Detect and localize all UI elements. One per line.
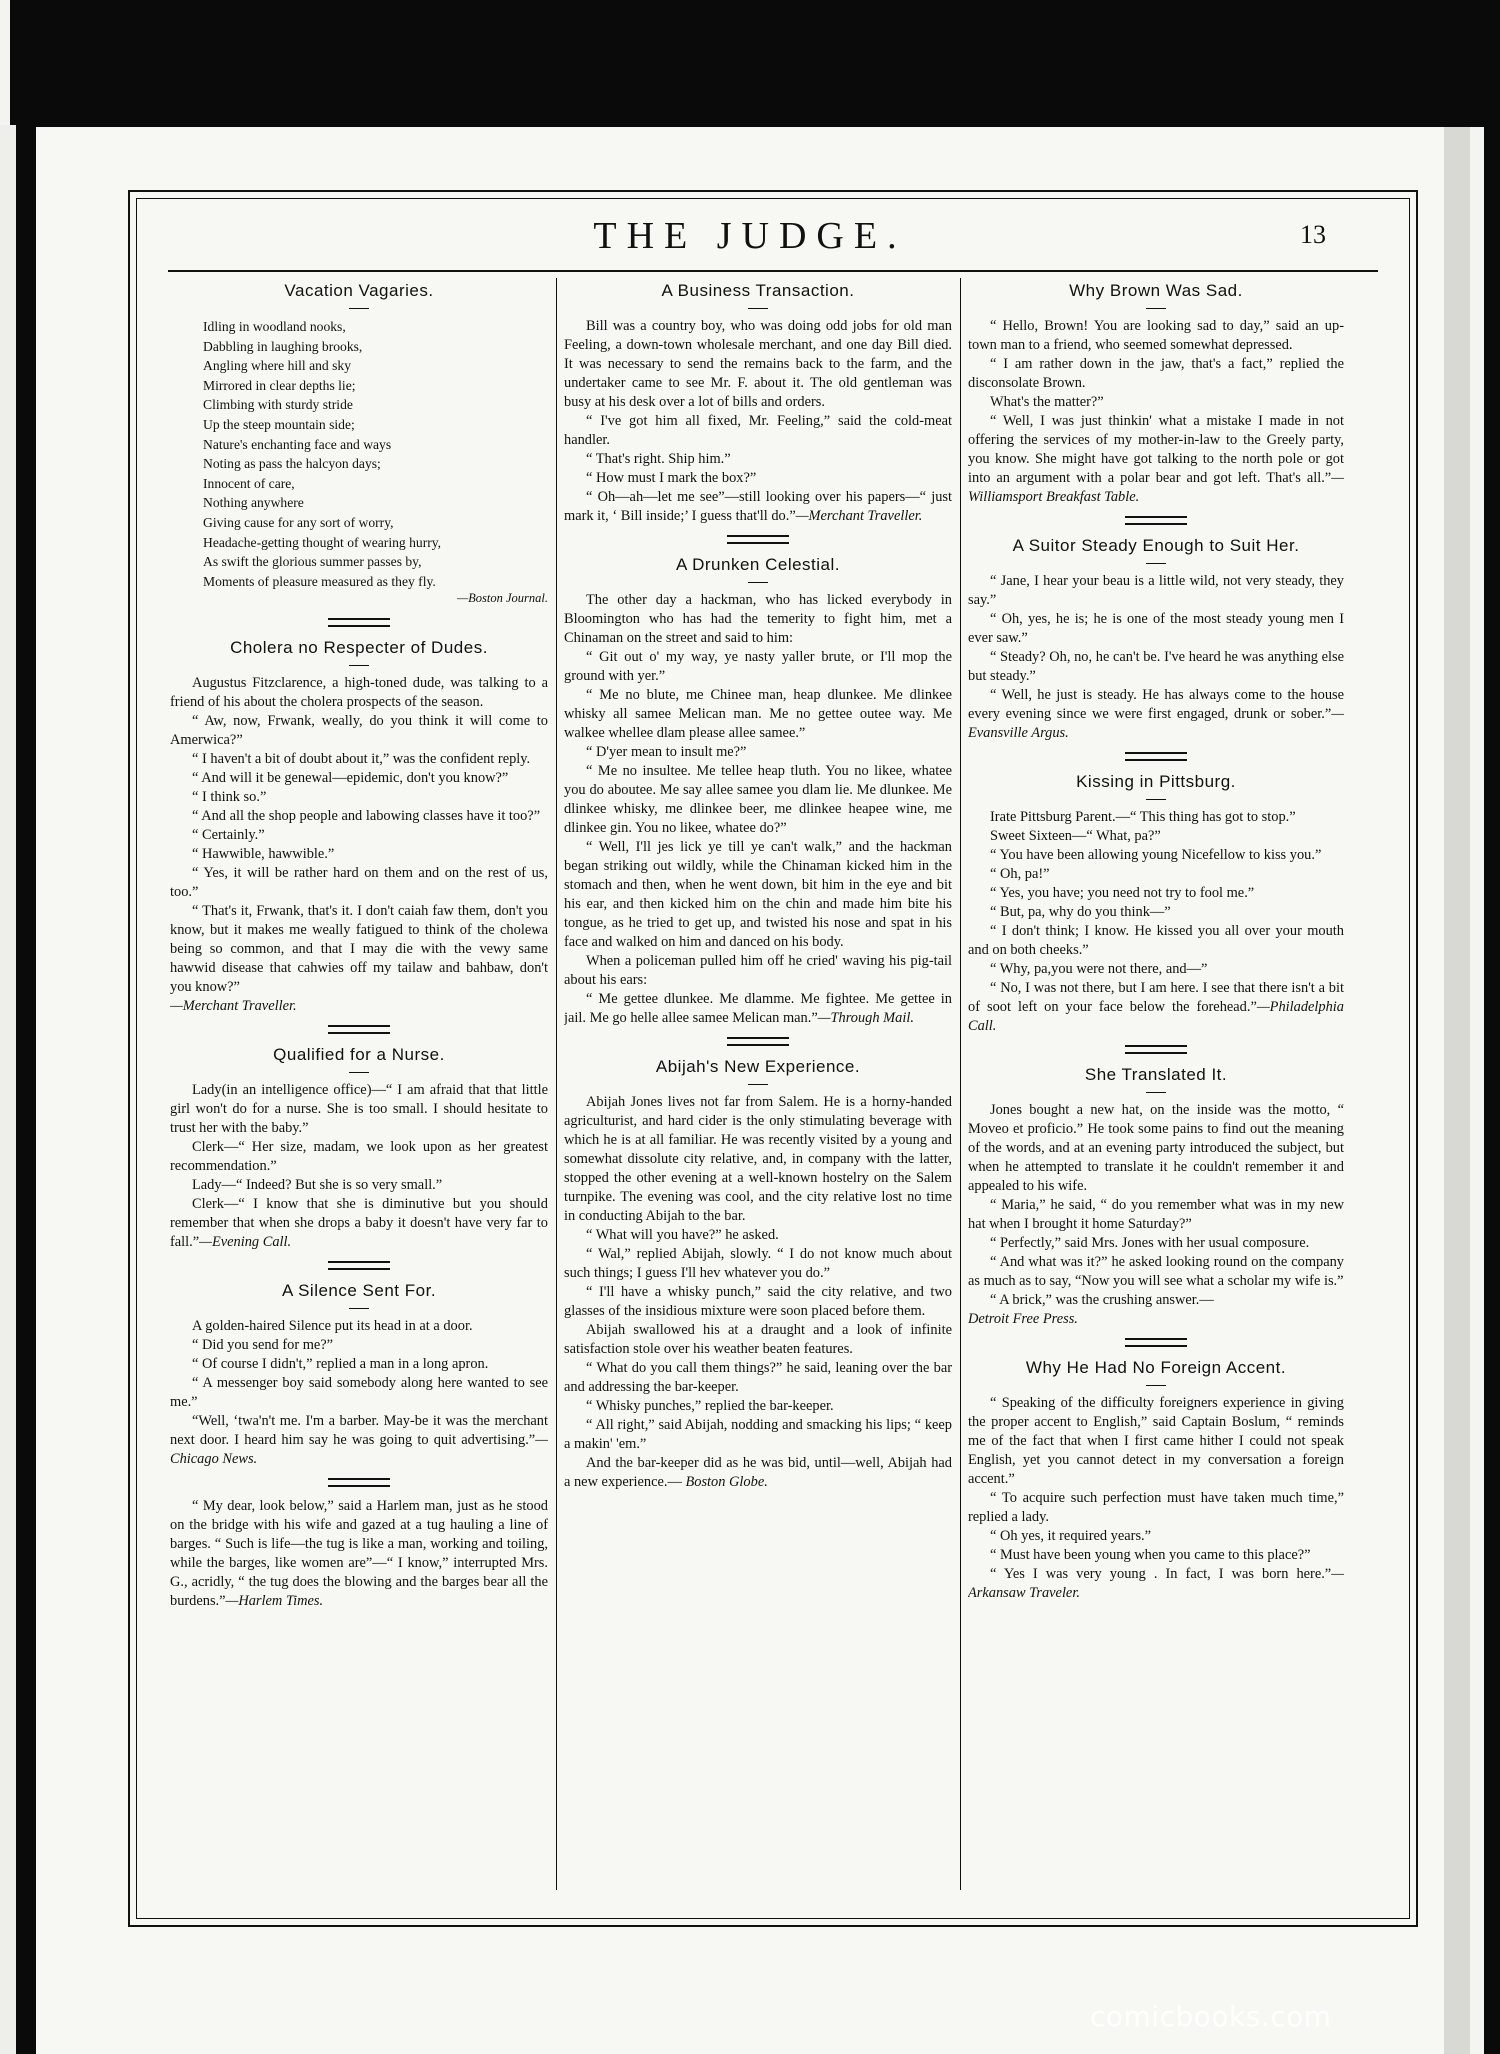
article-title: Abijah's New Experience.	[655, 1057, 861, 1076]
page-edge-shadow	[1444, 127, 1470, 2054]
article-translated	[968, 1064, 1344, 1329]
poem-line: Headache-getting thought of wearing hurry,	[203, 534, 442, 550]
paragraph-text: “ My dear, look below,” said a Harlem man, just as he stood on the bridge with his wife and gazed at a tug hauling a line of barges. “ Such is life—the tug is like a man, working and toiling, while the barges, like women are”—“ I know,” interrupted Mrs. G., acridly, “ the tug does the blowing and the barges bear all the burdens.”	[170, 1497, 548, 1609]
article-title: A Drunken Celestial.	[675, 555, 841, 574]
paragraph: “ Oh yes, it required years.”	[990, 1528, 1152, 1544]
paragraph: “ Aw, now, Frwank, weally, do you think it will come to Amerwica?”	[170, 712, 548, 748]
paragraph: “ Git out o' my way, ye nasty yaller brute, or I'll mop the ground with yer.”	[564, 649, 952, 684]
article-kissing	[968, 771, 1344, 1036]
article-suitor	[968, 535, 1344, 743]
facing-page-strip	[0, 125, 16, 2054]
paragraph: Irate Pittsburg Parent.—“ This thing has got to stop.”	[990, 809, 1296, 825]
article-title: Cholera no Respecter of Dudes.	[230, 637, 488, 657]
paragraph	[968, 979, 1344, 1036]
article-source: Boston Globe.	[685, 1474, 768, 1490]
paragraph: “ And will it be genewal—epidemic, don't you know?”	[192, 769, 509, 786]
paragraph: The other day a hackman, who has licked everybody in Bloomington who has had the temerity to fight him, met a Chinaman on the street and said to him:	[564, 592, 952, 646]
paragraph: Lady—“ Indeed? But she is so very small.”	[192, 1176, 443, 1193]
article-separator	[1125, 516, 1187, 525]
paragraph	[968, 686, 1344, 743]
paragraph: “ You have been allowing young Nicefellow to kiss you.”	[990, 847, 1322, 863]
paragraph-text: “ Well, I was just thinkin' what a mistake I made in not offering the services of my mother-in-law to the Greely party, you know. She might have got talking to the north pole or got into an argument with a polar bear and got left. That's all.”	[968, 413, 1344, 486]
article-silence	[170, 1280, 548, 1469]
paragraph: “ Must have been young when you came to this place?”	[990, 1547, 1311, 1563]
paragraph: “ Well, I'll jes lick ye till ye can't walk,” and the hackman began striking out wildly, while the Chinaman kicked him in the stomach and then, when he went down, bit him in the eye and bit his ear, and then kicked him on the chin and made him bite his tongue, as he tried to get up, and twisted his nose and spat in his face and walked on him and danced on his body.	[564, 839, 952, 950]
paragraph: “ Yes, it will be rather hard on them and on the rest of us, too.”	[170, 864, 548, 900]
title-rule	[349, 308, 369, 309]
column-divider-2	[960, 278, 961, 1890]
article-source: —Through Mail.	[817, 1010, 914, 1026]
paragraph	[170, 1195, 548, 1252]
article-vacation-vagaries	[170, 280, 548, 609]
title-rule	[349, 1308, 369, 1309]
column-2	[564, 280, 952, 1895]
article-drunken-celestial	[564, 554, 952, 1028]
masthead-rule	[168, 270, 1378, 272]
paragraph: “ Oh, pa!”	[990, 866, 1050, 882]
article-source: —Evansville Argus.	[968, 706, 1344, 741]
paragraph: “ Yes, you have; you need not try to fool me.”	[990, 885, 1255, 901]
paragraph: “ I've got him all fixed, Mr. Feeling,” said the cold-meat handler.	[564, 413, 952, 448]
paragraph	[968, 412, 1344, 507]
title-rule	[349, 665, 369, 666]
title-rule	[349, 1072, 369, 1073]
masthead-title: THE JUDGE.	[593, 215, 907, 257]
paragraph-text: “ Well, he just is steady. He has always come to the house every evening since we were first engaged, drunk or sober.”	[968, 687, 1344, 722]
article-separator	[727, 535, 789, 544]
paragraph-text: And the bar-keeper did as he was bid, until—well, Abijah had a new experience.—	[564, 1455, 952, 1490]
paragraph: “ Whisky punches,” replied the bar-keeper.	[586, 1398, 834, 1414]
article-separator	[328, 1261, 390, 1270]
article-harlem	[170, 1497, 548, 1611]
column-3	[968, 280, 1344, 1895]
article-source: —Merchant Traveller.	[795, 508, 923, 524]
paragraph	[564, 488, 952, 526]
title-rule	[748, 1084, 768, 1085]
paragraph	[564, 1454, 952, 1492]
paragraph: “ What do you call them things?” he said, leaning over the bar and addressing the bar-keeper.	[564, 1360, 952, 1395]
paragraph	[170, 1412, 548, 1469]
paragraph: “ Me no insultee. Me tellee heap tluth. You no likee, whatee you do aboutee. Me say allee samee you dlam lie. Me dlunkee. Me dlinkee whisky, me dlinkee beer, me dlinkee heapee wine, me dlinkee gin. You no likee, whatee do?”	[564, 763, 952, 836]
article-separator	[1125, 1045, 1187, 1054]
paragraph: Jones bought a new hat, on the inside was the motto, “ Moveo et proficio.” He took some pains to find out the meaning of the words, and at an evening party introduced the subject, but when he attempted to translate it he couldn't remember it and appealed to his wife.	[968, 1102, 1344, 1194]
paragraph-text: “ Yes I was very young . In fact, I was born here.”	[990, 1566, 1332, 1582]
paragraph-text: “Well, ‘twa'n't me. I'm a barber. May-be it was the merchant next door. I heard him say he was going to quit advertising.”	[170, 1412, 548, 1448]
paragraph: “ That's right. Ship him.”	[586, 451, 731, 467]
poem-line: Mirrored in clear depths lie;	[203, 377, 356, 393]
paragraph: A golden-haired Silence put its head in at a door.	[192, 1317, 473, 1334]
paragraph: “ I haven't a bit of doubt about it,” was the confident reply.	[192, 750, 531, 767]
article-abijah	[564, 1056, 952, 1492]
paragraph	[564, 990, 952, 1028]
poem-line: As swift the glorious summer passes by,	[203, 554, 422, 570]
paragraph: Lady(in an intelligence office)—“ I am afraid that that little girl won't do for a nurse. She is too small. I should hesitate to trust her with the baby.”	[170, 1081, 548, 1136]
paragraph: “ How must I mark the box?”	[586, 470, 757, 486]
paragraph: Augustus Fitzclarence, a high-toned dude, was talking to a friend of his about the cholera prospects of the season.	[170, 674, 548, 710]
article-title: Why He Had No Foreign Accent.	[1025, 1358, 1287, 1377]
title-rule	[1146, 308, 1166, 309]
article-business-transaction	[564, 280, 952, 526]
poem-line: Giving cause for any sort of worry,	[203, 514, 394, 530]
article-separator	[328, 1025, 390, 1034]
poem-line: Moments of pleasure measured as they fly.	[203, 573, 436, 589]
paragraph: “ A messenger boy said somebody along here wanted to see me.”	[170, 1374, 548, 1410]
title-rule	[748, 308, 768, 309]
article-separator	[328, 1478, 390, 1487]
paragraph: “ Did you send for me?”	[192, 1336, 334, 1353]
paragraph: When a policeman pulled him off he cried' waving his pig-tail about his ears:	[564, 953, 952, 988]
paragraph: “ Of course I didn't,” replied a man in a long apron.	[192, 1355, 489, 1372]
paragraph: “ And what was it?” he asked looking round on the company as much as to say, “Now you will see what a scholar my wife is.”	[968, 1254, 1344, 1289]
article-title: A Silence Sent For.	[281, 1280, 437, 1300]
paragraph: “ Hello, Brown! You are looking sad to day,” said an up-town man to a friend, who seemed somewhat depressed.	[968, 318, 1344, 353]
article-foreign-accent	[968, 1357, 1344, 1603]
paragraph-text: “ Me gettee dlunkee. Me dlamme. Me fightee. Me gettee in jail. Me go helle allee samee Melican man.”	[564, 991, 952, 1026]
page-edge-light	[1470, 127, 1484, 2054]
article-title: Qualified for a Nurse.	[273, 1044, 445, 1064]
paragraph: “ Maria,” he said, “ do you remember what was in my new hat when I brought it home Saturday?”	[968, 1197, 1344, 1232]
poem-line: Innocent of care,	[203, 475, 295, 491]
title-rule	[1146, 1385, 1166, 1386]
poem-line: Climbing with sturdy stride	[203, 397, 353, 413]
article-separator	[1125, 1338, 1187, 1347]
paragraph: “ To acquire such perfection must have taken much time,” replied a lady.	[968, 1490, 1344, 1525]
article-title: A Suitor Steady Enough to Suit Her.	[1012, 536, 1300, 555]
paragraph	[170, 1497, 548, 1611]
poem-line: Nature's enchanting face and ways	[203, 436, 392, 452]
article-nurse	[170, 1044, 548, 1252]
paragraph: “ Me no blute, me Chinee man, heap dlunkee. Me dlinkee whisky all samee Melican man. Me no gettee outee way. Me walkee whellee dlam please allee samee.”	[564, 687, 952, 741]
paragraph-text: Clerk—“ I know that she is diminutive but you should remember that when she drops a baby it doesn't have very far to fall.”	[170, 1195, 548, 1250]
article-source: —Merchant Traveller.	[170, 997, 297, 1014]
paragraph: Clerk—“ Her size, madam, we look upon as her greatest recommendation.”	[170, 1138, 548, 1174]
paragraph: “ I am rather down in the jaw, that's a fact,” replied the disconsolate Brown.	[968, 356, 1344, 391]
paragraph: “ I think so.”	[192, 788, 267, 805]
paragraph: “ Perfectly,” said Mrs. Jones with her usual composure.	[990, 1235, 1310, 1251]
paragraph: “ What will you have?” he asked.	[586, 1227, 779, 1243]
article-title: A Business Transaction.	[661, 281, 855, 300]
paragraph: Bill was a country boy, who was doing odd jobs for old man Feeling, a down-town wholesale merchant, and one day Bill died. It was necessary to send the remains back to the farm, and the undertaker came to see Mr. F. about it. The old gentleman was busy at his desk over a lot of bills and orders.	[564, 318, 952, 410]
article-separator	[1125, 752, 1187, 761]
paragraph: Abijah Jones lives not far from Salem. He is a horny-handed agriculturist, and hard cider is the only stimulating beverage with which he is at all familiar. He was recently visited by a young and somewhat dissolute city relative, and, in company with the latter, stopped the other evening at a well-known hostelry on the Salem turnpike. The evening was cool, and the city relative lost no time in conducting Abijah to the bar.	[564, 1094, 952, 1224]
paragraph: “ Why, pa,you were not there, and—”	[990, 961, 1208, 977]
paragraph: “ Oh, yes, he is; he is one of the most steady young men I ever saw.”	[968, 611, 1344, 646]
poem-line: Nothing anywhere	[203, 495, 304, 511]
article-source: —Boston Journal.	[457, 591, 548, 606]
watermark-text: comicbooks.com	[1090, 2000, 1332, 2033]
article-source: —Philadelphia Call.	[968, 999, 1344, 1034]
paragraph: “ Steady? Oh, no, he can't be. I've heard he was anything else but steady.”	[968, 649, 1344, 684]
paragraph: “ Speaking of the difficulty foreigners experience in giving the proper accent to English,” said Captain Boslum, “ reminds me of the fact that when I first came hither I could not speak English, yet you cannot detect in my conversation a foreign accent.”	[968, 1395, 1344, 1487]
poem-line: Angling where hill and sky	[203, 358, 351, 374]
poem-line: Idling in woodland nooks,	[203, 319, 346, 334]
article-source: —Arkansaw Traveler.	[968, 1566, 1344, 1601]
paragraph: “ Hawwible, hawwible.”	[192, 845, 335, 862]
title-rule	[1146, 1092, 1166, 1093]
paragraph: “ I don't think; I know. He kissed you all over your mouth and on both cheeks.”	[968, 923, 1344, 958]
title-rule	[1146, 799, 1166, 800]
article-source: —Evening Call.	[199, 1233, 292, 1250]
article-title: Vacation Vagaries.	[284, 281, 434, 300]
paragraph: Sweet Sixteen—“ What, pa?”	[990, 828, 1161, 844]
title-rule	[1146, 563, 1166, 564]
paragraph: Abijah swallowed his at a draught and a look of infinite satisfaction stole over his weather beaten features.	[564, 1322, 952, 1357]
article-source: Detroit Free Press.	[968, 1311, 1078, 1327]
poem	[203, 317, 548, 609]
article-separator	[328, 618, 390, 627]
article-cholera	[170, 637, 548, 1016]
article-title: Why Brown Was Sad.	[1069, 281, 1243, 300]
column-1	[170, 280, 548, 1895]
column-divider-1	[556, 278, 557, 1890]
paragraph	[968, 1565, 1344, 1603]
article-source: —Chicago News.	[170, 1431, 548, 1467]
page-number: 13	[1300, 220, 1326, 249]
paragraph: “ Certainly.”	[192, 826, 265, 843]
poem-line: Up the steep mountain side;	[203, 416, 355, 432]
paragraph: “ Wal,” replied Abijah, slowly. “ I do not know much about such things; I guess I'll hev whatever you do.”	[564, 1246, 952, 1281]
paragraph: “ All right,” said Abijah, nodding and smacking his lips; “ keep a makin' 'em.”	[564, 1417, 952, 1452]
paragraph: What's the matter?”	[990, 394, 1104, 410]
paragraph-text: “ Oh—ah—let me see”—still looking over his papers—“ just mark it, ‘ Bill inside;’ I guess that'll do.”	[564, 489, 952, 524]
paragraph: “ Jane, I hear your beau is a little wild, not very steady, they say.”	[968, 573, 1344, 608]
paragraph: “ That's it, Frwank, that's it. I don't caiah faw them, don't you know, but it makes me weally fatigued to think of the cholewa being so common, and that I may die with the vewy same hawwid disease that cahwies off my tailaw and bahbaw, don't you know?”	[170, 902, 548, 995]
article-source: —Harlem Times.	[225, 1592, 324, 1609]
article-separator	[727, 1037, 789, 1046]
article-title: She Translated It.	[1084, 1065, 1228, 1084]
article-brown	[968, 280, 1344, 507]
paragraph: “ But, pa, why do you think—”	[990, 904, 1171, 920]
article-title: Kissing in Pittsburg.	[1076, 772, 1236, 791]
paragraph: “ D'yer mean to insult me?”	[586, 744, 747, 760]
paragraph: “ A brick,” was the crushing answer.—	[990, 1292, 1214, 1308]
poem-line: Noting as pass the halcyon days;	[203, 456, 381, 472]
poem-line: Dabbling in laughing brooks,	[203, 338, 363, 354]
article-source: —Williamsport Breakfast Table.	[968, 470, 1344, 505]
paragraph: “ And all the shop people and labowing classes have it too?”	[192, 807, 541, 824]
title-rule	[748, 582, 768, 583]
paragraph-text: “ No, I was not there, but I am here. I see that there isn't a bit of soot left on your face below the forehead.”	[968, 980, 1344, 1015]
paragraph: “ I'll have a whisky punch,” said the city relative, and two glasses of the insidious mixture were soon placed before them.	[564, 1284, 952, 1319]
